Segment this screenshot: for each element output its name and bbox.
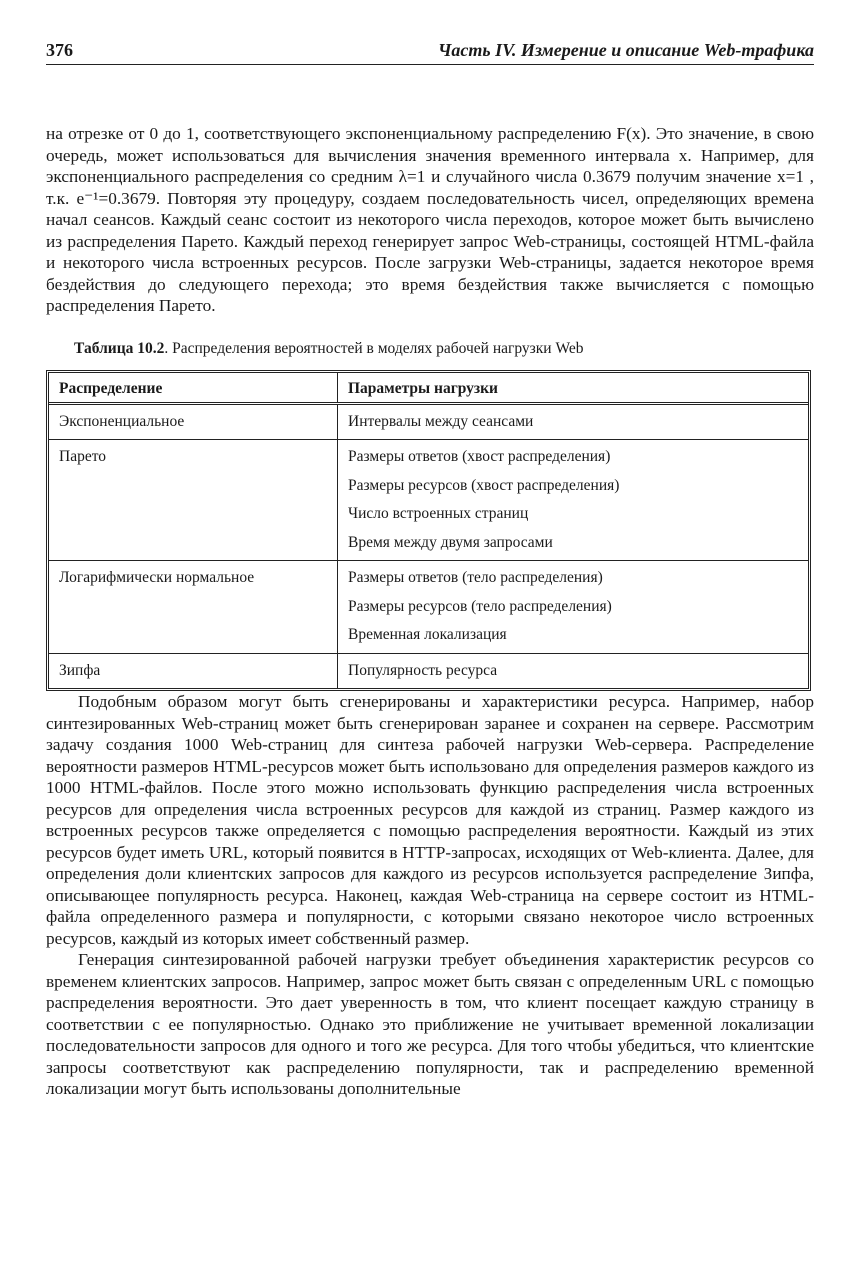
running-header [46, 40, 814, 65]
table-body [49, 403, 808, 688]
parameters-cell [338, 403, 809, 440]
parameter-item: Популярность ресурса [348, 661, 498, 679]
parameter-item: Размеры ответов (хвост распределения) [348, 448, 611, 465]
distribution-name: Парето [59, 448, 107, 465]
intro-paragraph: на отрезке от 0 до 1, соответствующего экспоненциальному распределению F(x). Это значение, в свою очередь, может использоваться для вычисления значения временного интервала x. Например, для экспоненциального распределения со средним λ=1 и случайного числа 0.3679 получим значение x=1 , т.к. e⁻¹=0.3679. Повторяя эту процедуру, создаем последовательность чисел, определяющих времена начал сеансов. Каждый сеанс состоит из некоторого числа переходов, которое может быть вычислено из распределения Парето. Каждый переход генерирует запрос Web-страницы, состоящей HTML-файла и некоторого числа встроенных ресурсов. После загрузки Web-страницы, задается некоторое время бездействия до следующего перехода; это время бездействия также вычисляется с помощью распределения Парето. [46, 124, 814, 315]
header-distribution: Распределение [49, 373, 338, 404]
distribution-cell [49, 440, 338, 561]
distribution-cell [49, 403, 338, 440]
parameter-item: Размеры ответов (тело распределения) [348, 569, 603, 586]
parameter-item: Временная локализация [348, 626, 507, 643]
distribution-cell [49, 561, 338, 654]
table-row [49, 561, 808, 654]
distribution-name: Логарифмически нормальное [59, 569, 255, 586]
book-page [46, 40, 814, 1100]
table-row [49, 653, 808, 688]
parameters-cell [338, 653, 809, 688]
table-row [49, 403, 808, 440]
header-parameters: Параметры нагрузки [348, 379, 498, 397]
parameter-item: Размеры ресурсов (хвост распределения) [348, 476, 620, 494]
page-number: 376 [46, 40, 73, 60]
chapter-title: Часть IV. Измерение и описание Web-трафика [437, 40, 814, 60]
table-caption-label: Таблица 10.2 [74, 339, 165, 357]
paragraph-3: Генерация синтезированной рабочей нагрузки требует объединения характеристик ресурсов со временем клиентских запросов. Например, запрос может быть связан с определенным URL с помощью распределения вероятности. Это дает уверенность в том, что клиент посещает каждую страницу в соответствии с ее популярностью. Однако это приближение не учитывает временной локализации последовательности запросов для одного и того же ресурса. Для того чтобы убедиться, что клиентские запросы соответствуют как распределению популярности, так и распределению временной локализации могут быть использованы дополнительные [46, 950, 814, 1098]
parameters-cell [338, 440, 809, 561]
parameters-cell [338, 561, 809, 654]
parameter-item: Время между двумя запросами [348, 533, 553, 551]
distribution-name: Экспоненциальное [59, 412, 185, 430]
distribution-table [46, 370, 811, 692]
parameter-item: Число встроенных страниц [348, 505, 529, 522]
table-caption [74, 340, 814, 358]
paragraph-2: Подобным образом могут быть сгенерированы и характеристики ресурса. Например, набор синтезированных Web-страниц может быть сгенерирован заранее и сохранен на сервере. Рассмотрим задачу создания 1000 Web-страниц для синтеза рабочей нагрузки Web-сервера. Распределение вероятности размеров HTML-ресурсов может быть использовано для определения размеров каждого из 1000 HTML-файлов. После этого можно использовать функцию распределения числа встроенных ресурсов для определения числа встроенных ресурсов для каждой из страниц. Размер каждого из встроенных ресурсов также определяется с помощью распределения вероятности. Каждый из этих ресурсов будет иметь URL, который появится в HTTP-запросах, исходящих от Web-клиента. Далее, для определения доли клиентских запросов для каждого из ресурсов используется распределение Зипфа, описывающее популярность ресурса. Наконец, каждая Web-страница на сервере состоит из HTML-файла определенного размера и популярности, с которыми связано некоторое число встроенных ресурсов, каждый из которых имеет собственный размер. [46, 692, 814, 948]
distribution-name: Зипфа [59, 661, 101, 679]
table-row [49, 440, 808, 561]
parameter-item: Размеры ресурсов (тело распределения) [348, 597, 612, 615]
parameter-item: Интервалы между сеансами [348, 412, 534, 430]
distribution-cell [49, 653, 338, 688]
table-caption-text: . Распределения вероятностей в моделях рабочей нагрузки Web [164, 339, 584, 357]
table-header-row [49, 373, 808, 404]
